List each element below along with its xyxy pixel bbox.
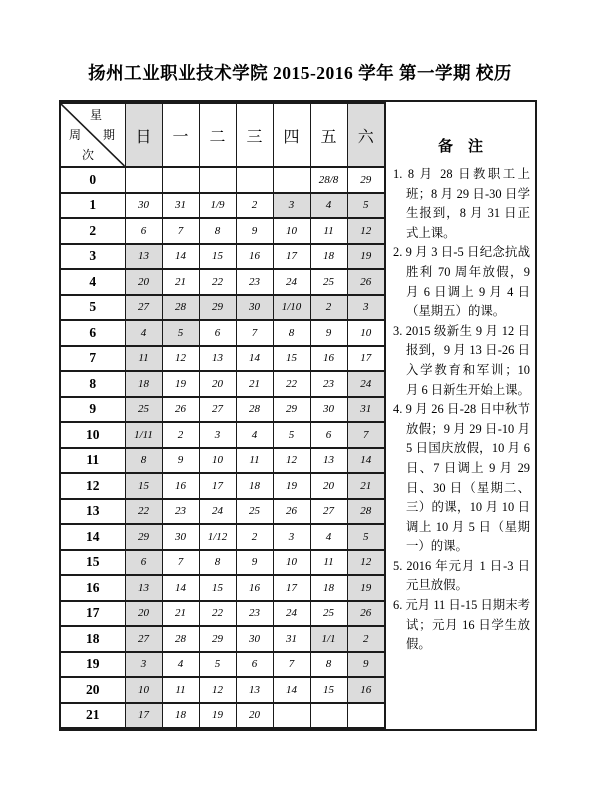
date-cell: 23 — [310, 371, 347, 397]
day-header-四: 四 — [273, 103, 310, 167]
date-cell: 15 — [310, 677, 347, 703]
week-row-8 — [61, 371, 384, 397]
week-row-7 — [61, 346, 384, 372]
date-cell: 18 — [310, 575, 347, 601]
corner-cell — [61, 103, 125, 167]
date-cell: 18 — [310, 244, 347, 270]
date-cell: 11 — [236, 448, 273, 474]
date-cell: 25 — [310, 269, 347, 295]
week-number: 8 — [61, 371, 125, 397]
date-cell: 20 — [310, 473, 347, 499]
date-cell: 7 — [162, 218, 199, 244]
date-cell: 8 — [125, 448, 162, 474]
date-cell: 29 — [125, 524, 162, 550]
date-cell: 10 — [125, 677, 162, 703]
date-cell — [310, 703, 347, 729]
date-cell: 4 — [310, 193, 347, 219]
day-header-二: 二 — [199, 103, 236, 167]
date-cell — [236, 167, 273, 193]
week-number: 7 — [61, 346, 125, 372]
date-cell: 30 — [125, 193, 162, 219]
notes-title: 备 注 — [437, 139, 483, 155]
note-number: 2. — [393, 245, 406, 260]
date-cell: 15 — [273, 346, 310, 372]
week-number: 16 — [61, 575, 125, 601]
week-number: 10 — [61, 422, 125, 448]
note-item-6: 6. 元月 11 日-15 日期末考试；元月 16 日学生放假。 — [393, 598, 530, 652]
date-cell: 23 — [162, 499, 199, 525]
date-cell: 23 — [236, 269, 273, 295]
date-cell: 24 — [199, 499, 236, 525]
date-cell: 10 — [273, 218, 310, 244]
date-cell: 10 — [273, 550, 310, 576]
note-number: 5. — [393, 558, 407, 573]
date-cell: 28 — [236, 397, 273, 423]
date-cell: 3 — [273, 524, 310, 550]
date-cell: 3 — [273, 193, 310, 219]
date-cell: 5 — [199, 652, 236, 678]
corner-label-zhou: 周 — [69, 128, 82, 142]
date-cell: 25 — [310, 601, 347, 627]
date-cell: 22 — [199, 269, 236, 295]
week-row-18 — [61, 626, 384, 652]
day-header-六: 六 — [347, 103, 384, 167]
date-cell: 27 — [125, 626, 162, 652]
week-number: 17 — [61, 601, 125, 627]
page-title: 扬州工业职业技术学院 2015-2016 学年 第一学期 校历 — [88, 63, 512, 83]
date-cell: 28 — [347, 499, 384, 525]
week-number: 11 — [61, 448, 125, 474]
date-cell: 13 — [125, 575, 162, 601]
date-cell: 22 — [199, 601, 236, 627]
week-row-6 — [61, 320, 384, 346]
week-number: 21 — [61, 703, 125, 729]
date-cell: 5 — [347, 524, 384, 550]
date-cell: 1/10 — [273, 295, 310, 321]
date-cell: 17 — [273, 244, 310, 270]
date-cell: 27 — [199, 397, 236, 423]
date-cell — [273, 167, 310, 193]
date-cell: 6 — [125, 218, 162, 244]
date-cell: 12 — [347, 218, 384, 244]
date-cell: 2 — [310, 295, 347, 321]
notes-panel — [384, 102, 535, 729]
corner-label-qi: 期 — [103, 128, 116, 142]
week-number: 9 — [61, 397, 125, 423]
date-cell: 29 — [273, 397, 310, 423]
date-cell: 5 — [162, 320, 199, 346]
date-cell: 20 — [125, 269, 162, 295]
date-cell: 1/12 — [199, 524, 236, 550]
date-cell: 4 — [310, 524, 347, 550]
date-cell: 27 — [125, 295, 162, 321]
date-cell: 30 — [310, 397, 347, 423]
date-cell: 26 — [273, 499, 310, 525]
date-cell: 6 — [236, 652, 273, 678]
week-number: 1 — [61, 193, 125, 219]
date-cell: 24 — [273, 269, 310, 295]
week-row-9 — [61, 397, 384, 423]
date-cell: 26 — [347, 601, 384, 627]
date-cell: 11 — [125, 346, 162, 372]
date-cell: 1/9 — [199, 193, 236, 219]
date-cell: 13 — [236, 677, 273, 703]
date-cell: 31 — [347, 397, 384, 423]
date-cell: 10 — [347, 320, 384, 346]
calendar-grid — [61, 102, 384, 729]
date-cell: 3 — [199, 422, 236, 448]
date-cell: 22 — [273, 371, 310, 397]
date-cell: 18 — [236, 473, 273, 499]
week-number: 20 — [61, 677, 125, 703]
date-cell — [162, 167, 199, 193]
date-cell: 11 — [310, 218, 347, 244]
date-cell: 29 — [199, 295, 236, 321]
week-row-3 — [61, 244, 384, 270]
date-cell: 4 — [125, 320, 162, 346]
date-cell: 29 — [347, 167, 384, 193]
date-cell: 19 — [347, 575, 384, 601]
week-row-17 — [61, 601, 384, 627]
date-cell: 28 — [162, 295, 199, 321]
date-cell — [125, 167, 162, 193]
date-cell: 10 — [199, 448, 236, 474]
date-cell: 17 — [125, 703, 162, 729]
date-cell: 15 — [199, 575, 236, 601]
week-row-14 — [61, 524, 384, 550]
week-number: 5 — [61, 295, 125, 321]
date-cell: 8 — [273, 320, 310, 346]
date-cell: 8 — [310, 652, 347, 678]
date-cell: 19 — [273, 473, 310, 499]
date-cell: 30 — [236, 626, 273, 652]
week-number: 0 — [61, 167, 125, 193]
note-item-5: 5. 2016 年元月 1 日-3 日元旦放假。 — [393, 558, 530, 593]
week-row-16 — [61, 575, 384, 601]
date-cell: 17 — [199, 473, 236, 499]
date-cell: 12 — [199, 677, 236, 703]
date-cell: 20 — [199, 371, 236, 397]
date-cell: 20 — [236, 703, 273, 729]
week-row-0 — [61, 167, 384, 193]
corner-label-xing: 星 — [90, 108, 103, 122]
date-cell: 24 — [347, 371, 384, 397]
day-header-五: 五 — [310, 103, 347, 167]
date-cell: 12 — [347, 550, 384, 576]
date-cell: 28/8 — [310, 167, 347, 193]
week-row-13 — [61, 499, 384, 525]
week-row-5 — [61, 295, 384, 321]
week-number: 18 — [61, 626, 125, 652]
date-cell: 21 — [347, 473, 384, 499]
date-cell: 18 — [162, 703, 199, 729]
date-cell: 12 — [162, 346, 199, 372]
date-cell: 18 — [125, 371, 162, 397]
note-number: 4. — [393, 402, 406, 417]
date-cell: 14 — [162, 575, 199, 601]
week-row-12 — [61, 473, 384, 499]
date-cell — [199, 167, 236, 193]
note-item-1: 1. 8 月 28 日教职工上班；8 月 29 日-30 日学生报到，8 月 31 日正式上课。 — [393, 167, 531, 240]
date-cell: 23 — [236, 601, 273, 627]
note-number: 6. — [393, 598, 406, 613]
date-cell: 26 — [347, 269, 384, 295]
date-cell: 25 — [125, 397, 162, 423]
date-cell — [273, 703, 310, 729]
date-cell: 28 — [162, 626, 199, 652]
date-cell: 13 — [125, 244, 162, 270]
date-cell: 1/1 — [310, 626, 347, 652]
week-number: 19 — [61, 652, 125, 678]
date-cell: 7 — [347, 422, 384, 448]
date-cell: 5 — [347, 193, 384, 219]
week-row-4 — [61, 269, 384, 295]
week-row-11 — [61, 448, 384, 474]
date-cell: 24 — [273, 601, 310, 627]
week-row-10 — [61, 422, 384, 448]
date-cell: 16 — [162, 473, 199, 499]
date-cell: 29 — [199, 626, 236, 652]
date-cell: 11 — [162, 677, 199, 703]
week-row-2 — [61, 218, 384, 244]
date-cell: 12 — [273, 448, 310, 474]
note-item-4: 4. 9 月 26 日-28 日中秋节放假；9 月 29 日-10 月 5 日国庆放假，10 月 6 日、7 日调上 9 月 29 日、30 日（星期二、三）的课，10 月 10 日调上 10 月 5 日（星期一）的课。 — [393, 402, 530, 554]
calendar-table — [59, 100, 537, 731]
date-cell: 2 — [236, 524, 273, 550]
date-cell: 17 — [273, 575, 310, 601]
date-cell: 25 — [236, 499, 273, 525]
date-cell: 3 — [347, 295, 384, 321]
date-cell: 8 — [199, 550, 236, 576]
week-row-21 — [61, 703, 384, 729]
date-cell: 7 — [236, 320, 273, 346]
corner-label-ci: 次 — [82, 148, 95, 162]
date-cell: 13 — [310, 448, 347, 474]
week-number: 13 — [61, 499, 125, 525]
date-cell: 30 — [236, 295, 273, 321]
date-cell: 14 — [347, 448, 384, 474]
date-cell: 1/11 — [125, 422, 162, 448]
date-cell: 21 — [236, 371, 273, 397]
day-header-日: 日 — [125, 103, 162, 167]
date-cell: 2 — [162, 422, 199, 448]
date-cell: 9 — [347, 652, 384, 678]
weekday-header-row — [61, 103, 384, 167]
date-cell: 16 — [310, 346, 347, 372]
day-header-三: 三 — [236, 103, 273, 167]
week-number: 14 — [61, 524, 125, 550]
date-cell: 11 — [310, 550, 347, 576]
date-cell: 5 — [273, 422, 310, 448]
date-cell: 19 — [162, 371, 199, 397]
date-cell: 20 — [125, 601, 162, 627]
date-cell: 8 — [199, 218, 236, 244]
date-cell: 31 — [162, 193, 199, 219]
date-cell: 26 — [162, 397, 199, 423]
week-number: 2 — [61, 218, 125, 244]
date-cell: 21 — [162, 601, 199, 627]
week-row-20 — [61, 677, 384, 703]
date-cell: 19 — [199, 703, 236, 729]
date-cell: 9 — [236, 550, 273, 576]
date-cell: 14 — [162, 244, 199, 270]
date-cell: 30 — [162, 524, 199, 550]
date-cell: 17 — [347, 346, 384, 372]
week-row-19 — [61, 652, 384, 678]
date-cell: 16 — [347, 677, 384, 703]
date-cell: 31 — [273, 626, 310, 652]
date-cell: 27 — [310, 499, 347, 525]
date-cell: 2 — [236, 193, 273, 219]
date-cell: 14 — [273, 677, 310, 703]
date-cell: 13 — [199, 346, 236, 372]
week-number: 6 — [61, 320, 125, 346]
date-cell: 9 — [236, 218, 273, 244]
week-number: 4 — [61, 269, 125, 295]
week-number: 3 — [61, 244, 125, 270]
notes-list — [386, 165, 535, 655]
week-row-1 — [61, 193, 384, 219]
week-row-15 — [61, 550, 384, 576]
date-cell: 6 — [310, 422, 347, 448]
note-number: 3. — [393, 323, 406, 338]
date-cell: 4 — [236, 422, 273, 448]
date-cell — [347, 703, 384, 729]
note-item-2: 2. 9 月 3 日-5 日纪念抗战胜利 70 周年放假，9 月 6 日调上 9 月 4 日（星期五）的课。 — [393, 245, 531, 319]
date-cell: 4 — [162, 652, 199, 678]
date-cell: 6 — [199, 320, 236, 346]
day-header-一: 一 — [162, 103, 199, 167]
week-number: 12 — [61, 473, 125, 499]
week-number: 15 — [61, 550, 125, 576]
date-cell: 16 — [236, 244, 273, 270]
date-cell: 22 — [125, 499, 162, 525]
note-number: 1. — [393, 167, 408, 181]
date-cell: 15 — [125, 473, 162, 499]
date-cell: 9 — [310, 320, 347, 346]
date-cell: 7 — [273, 652, 310, 678]
date-cell: 14 — [236, 346, 273, 372]
date-cell: 3 — [125, 652, 162, 678]
date-cell: 19 — [347, 244, 384, 270]
date-cell: 6 — [125, 550, 162, 576]
date-cell: 9 — [162, 448, 199, 474]
note-item-3: 3. 2015 级新生 9 月 12 日报到，9 月 13 日-26 日入学教育和军训；10 月 6 日新生开始上课。 — [393, 323, 531, 397]
date-cell: 7 — [162, 550, 199, 576]
date-cell: 2 — [347, 626, 384, 652]
date-cell: 15 — [199, 244, 236, 270]
calendar-body — [61, 167, 384, 728]
date-cell: 16 — [236, 575, 273, 601]
date-cell: 21 — [162, 269, 199, 295]
